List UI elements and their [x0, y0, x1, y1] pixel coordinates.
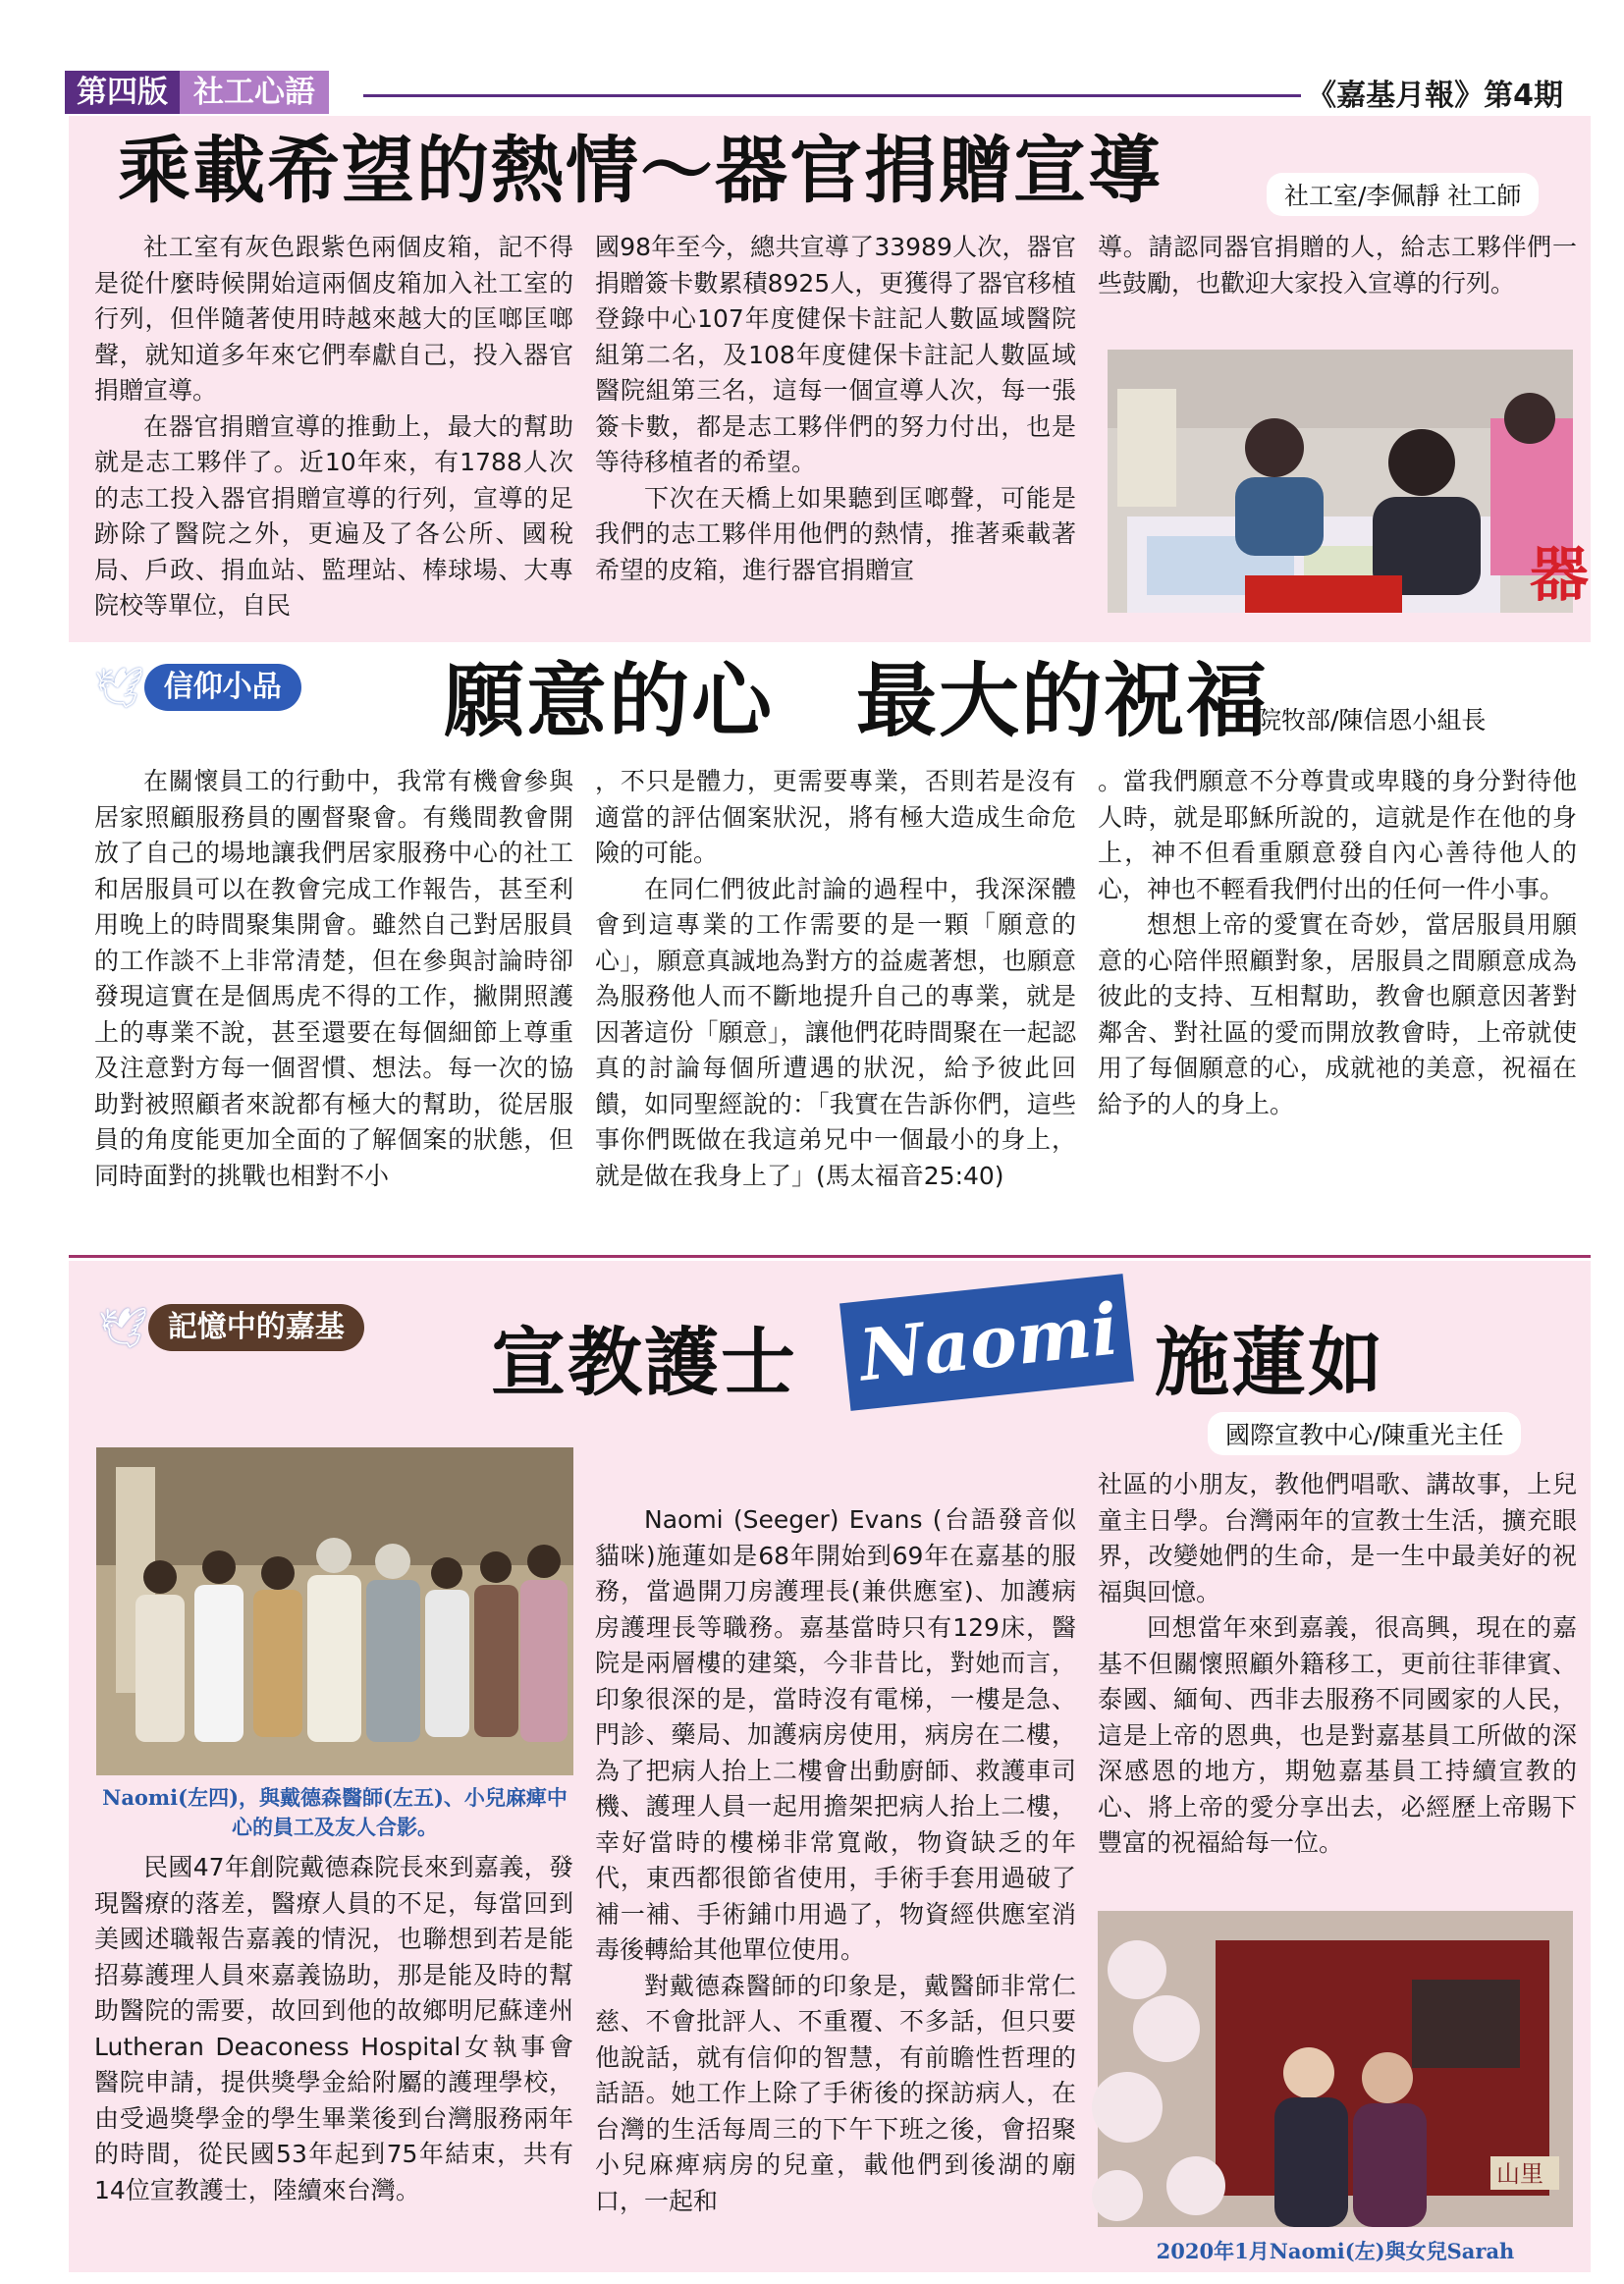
group-photo-image — [96, 1447, 573, 1775]
section-label: 社工心語 — [180, 71, 329, 114]
dove-icon: 🕊 — [94, 665, 144, 711]
paper-issue: 《嘉基月報》第4期 — [1301, 71, 1569, 114]
article2-column-2: ，不只是體力，更需要專業，否則若是沒有適當的評估個案狀況，將有極大造成生命危險的可能。 在同仁們彼此討論的過程中，我深深體會到這專業的工作需要的是一顆「願意的心」，願意真誠地為對方的益處著想，也願意為服務他人而不斷地提升自己的專業，就是因著這份「願意」，讓他們花時間聚在一起認真的討論每個所遭遇的狀況，給予彼此回饋，如同聖經說的：「我實在告訴你們，這些事你們既做在我這弟兄中一個最小的身上，就是做在我身上了」(馬太福音25:40) — [595, 767, 1076, 1190]
article3-column-3: 社區的小朋友，教他們唱歌、講故事，上兒童主日學。台灣兩年的宣教士生活，擴充眼界，改變她們的生命，是一生中最美好的祝福與回憶。 回想當年來到嘉義，很高興，現在的嘉基不但關懷照顧外籍移工，更前往菲律賓、泰國、緬甸、西非去服務不同國家的人民，這是上帝的恩典，也是對嘉基員工所做的深深感恩的地方，期勉嘉基員工持續宣教的心、將上帝的愛分享出去，必經歷上帝賜下豐富的祝福給每一位。 — [1098, 1470, 1577, 1857]
article1-byline: 社工室/李佩靜 社工師 — [1267, 173, 1539, 216]
article2-column-1: 在關懷員工的行動中，我常有機會參與居家照顧服務員的團督聚會。有幾間教會開放了自己的場地讓我們居家服務中心的社工和居服員可以在教會完成工作報告，甚至利用晚上的時間聚集開會。雖然自己對居服員的工作談不上非常清楚，但在參與討論時卻發現這實在是個馬虎不得的工作，撇開照護上的專業不說，甚至還要在每個細節上尊重及注意對方每一個習慣、想法。每一次的協助對被照顧者來說都有極大的幫助，從居服員的角度能更加全面的了解個案的狀態，但同時面對的挑戰也相對不小 — [94, 767, 573, 1190]
article2-column-3: 。當我們願意不分尊貴或卑賤的身分對待他人時，就是耶穌所說的，這就是作在他的身上，神不但看重願意發自內心善待他人的心，神也不輕看我們付出的任何一件小事。 想想上帝的愛實在奇妙，當居服員用願意的心陪伴照顧對象，居服員之間願意成為彼此的支持、互相幫助，教會也願意因著對鄰舍、對社區的愛而開放教會時，上帝就使用了每個願意的心，成就祂的美意，祝福在給予的人的身上。 — [1098, 767, 1577, 1118]
section-divider — [69, 1255, 1591, 1258]
photo-naomi-sarah — [1098, 1911, 1573, 2227]
article2-byline: 院牧部/陳信恩小組長 — [1257, 706, 1487, 734]
faith-badge-label: 信仰小品 — [144, 664, 301, 711]
photo-group-1970s — [96, 1447, 573, 1775]
article3-title-name: Naomi — [855, 1286, 1122, 1397]
booth-sign-text: 器 — [1530, 541, 1589, 610]
article1-column-1: 社工室有灰色跟紫色兩個皮箱，記不得是從什麼時候開始這兩個皮箱加入社工室的行列，但伴隨著使用時越來越大的匡啷匡啷聲，就知道多年來它們奉獻自己，投入器官捐贈宣導。 在器官捐贈宣導的推動上，最大的幫助就是志工夥伴了。近10年來，有1788人次的志工投入器官捐贈宣導的行列，宣導的足跡除了醫院之外，更遍及了各公所、國稅局、戶政、捐血站、監理站、棒球場、大專院校等單位，自民 — [94, 233, 573, 620]
article3-column-1: 民國47年創院戴德森院長來到嘉義，發現醫療的落差，醫療人員的不足，每當回到美國述職報告嘉義的情況，也聯想到若是能招募護理人員來嘉義協助，那是能及時的幫助醫院的需要，故回到他的故鄉明尼蘇達州Lutheran Deaconess Hospital女執事會醫院申請，提供獎學金給附屬的護理學校，由受過獎學金的學生畢業後到台灣服務兩年的時間，從民國53年起到75年結束，共有14位宣教護士，陸續來台灣。 — [94, 1853, 573, 2204]
article3-column-2: Naomi (Seeger) Evans (台語發音似貓咪)施蓮如是68年開始到69年在嘉基的服務，當過開刀房護理長(兼供應室)、加護病房護理長等職務。嘉基當時只有129床，醫院是兩層樓的建築，今非昔比，對她而言，印象很深的是，當時沒有電梯，一樓是急、門診、藥局、加護病房使用，病房在二樓，為了把病人抬上二樓會出動廚師、救護車司機、護理人員一起用擔架把病人抬上二樓，幸好當時的樓梯非常寬敞，物資缺乏的年代，東西都很節省使用，手術手套用過破了補一補、手術鋪巾用過了，物資經供應室消毒後轉給其他單位使用。 對戴德森醫師的印象是，戴醫師非常仁慈、不會批評人、不重覆、不多話，但只要他說話，就有信仰的智慧，有前瞻性哲理的話語。她工作上除了手術後的探訪病人，在台灣的生活每周三的下午下班之後，會招聚小兒麻痺病房的兒童，載他們到後湖的廟口，一起和 — [595, 1505, 1076, 2215]
article3-title-a: 宣教護士 — [491, 1319, 797, 1406]
memory-badge-label: 記憶中的嘉基 — [148, 1304, 364, 1351]
dove-icon: 🕊 — [98, 1305, 148, 1351]
station-sign-text: 山里 — [1496, 2160, 1543, 2188]
volunteers-booth-image — [1108, 350, 1589, 613]
edition-label: 第四版 — [65, 71, 180, 114]
naomi-sarah-image — [1098, 1911, 1573, 2227]
photo-volunteers-booth — [1108, 350, 1589, 613]
article1-column-2: 國98年至今，總共宣導了33989人次，器官捐贈簽卡數累積8925人，更獲得了器官移植登錄中心107年度健保卡註記人數區域醫院組第二名，及108年度健保卡註記人數區域醫院組第三名，這每一個宣導人次，每一張簽卡數，都是志工夥伴們的努力付出，也是等待移植者的希望。 下次在天橋上如果聽到匡啷聲，可能是我們的志工夥伴用他們的熱情，推著乘載著希望的皮箱，進行器官捐贈宣 — [595, 233, 1076, 584]
photo2-caption: 2020年1月Naomi(左)與女兒Sarah — [1156, 2239, 1515, 2263]
photo1-caption: Naomi(左四)，與戴德森醫師(左五)、小兒麻痺中心的員工及友人合影。 — [102, 1785, 568, 1839]
faith-badge — [94, 664, 301, 711]
article1-column-3: 導。請認同器官捐贈的人，給志工夥伴們一些鼓勵，也歡迎大家投入宣導的行列。 — [1098, 233, 1577, 298]
article3-title-b: 施蓮如 — [1155, 1319, 1384, 1406]
edition-tag — [65, 71, 329, 114]
article1-title: 乘載希望的熱情～器官捐贈宣導 — [118, 129, 1163, 213]
memory-badge — [98, 1304, 364, 1351]
article2-title: 願意的心 最大的祝福 — [444, 655, 1270, 748]
header-rule — [363, 94, 1345, 97]
article3-byline: 國際宣教中心/陳重光主任 — [1208, 1412, 1521, 1455]
